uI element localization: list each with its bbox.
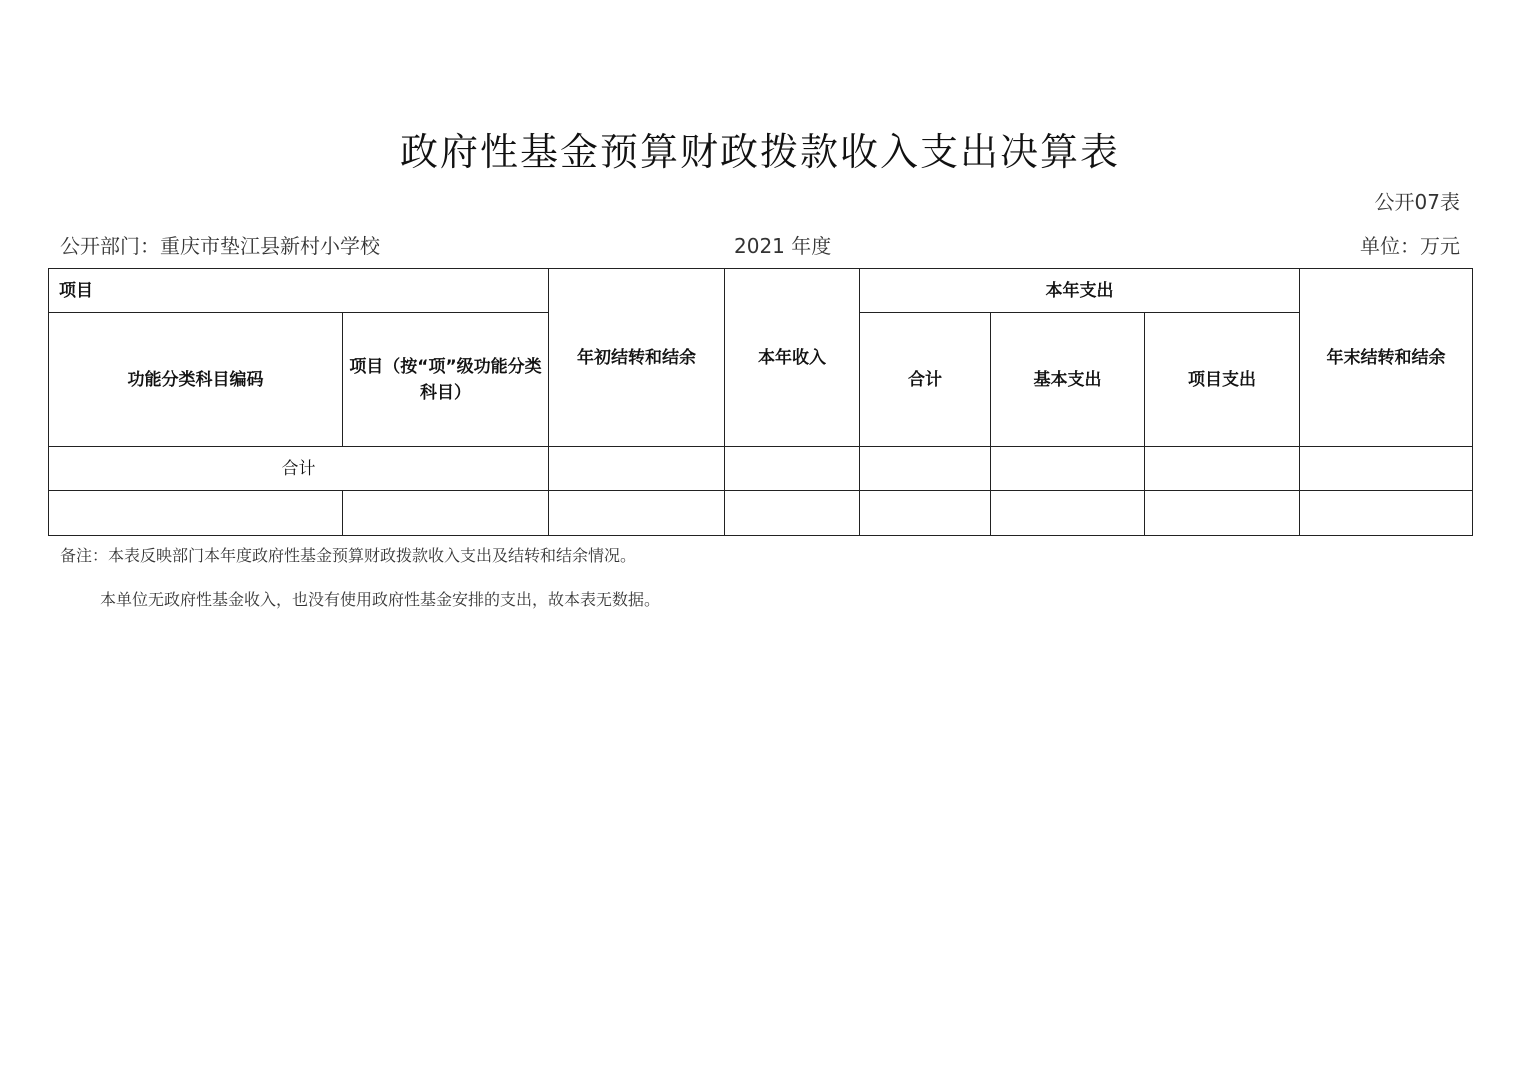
header-func-item: 项目（按“项”级功能分类科目） [343, 313, 549, 447]
header-project: 项目 [49, 269, 549, 313]
row-end-balance-cell [1300, 491, 1473, 536]
header-expense-total: 合计 [860, 313, 991, 447]
form-number: 公开07表 [1374, 190, 1460, 214]
header-project-expense: 项目支出 [1145, 313, 1300, 447]
row-item-cell [343, 491, 549, 536]
header-func-code: 功能分类科目编码 [49, 313, 343, 447]
meta-row [60, 231, 1460, 261]
budget-table [48, 268, 1473, 536]
remark-note: 备注：本表反映部门本年度政府性基金预算财政拨款收入支出及结转和结余情况。 [60, 546, 637, 565]
total-expense [860, 447, 991, 491]
total-basic-expense [991, 447, 1145, 491]
header-basic-expense: 基本支出 [991, 313, 1145, 447]
row-code-cell [49, 491, 343, 536]
page-title: 政府性基金预算财政拨款收入支出决算表 [399, 130, 1120, 174]
header-expense: 本年支出 [860, 269, 1300, 313]
unit-label: 单位：万元 [1360, 234, 1460, 258]
row-income-cell [725, 491, 860, 536]
header-end-balance: 年末结转和结余 [1300, 269, 1473, 447]
total-end-balance [1300, 447, 1473, 491]
header-row-1 [49, 269, 1473, 313]
total-row [49, 447, 1473, 491]
fiscal-year-label: 2021 年度 [734, 234, 832, 258]
row-basic-expense-cell [991, 491, 1145, 536]
total-income [725, 447, 860, 491]
header-income: 本年收入 [725, 269, 860, 447]
total-label: 合计 [49, 447, 549, 491]
total-begin-balance [549, 447, 725, 491]
header-begin-balance: 年初结转和结余 [549, 269, 725, 447]
row-project-expense-cell [1145, 491, 1300, 536]
row-begin-balance-cell [549, 491, 725, 536]
department-label: 公开部门：重庆市垫江县新村小学校 [60, 234, 380, 258]
no-data-statement: 本单位无政府性基金收入，也没有使用政府性基金安排的支出，故本表无数据。 [100, 590, 661, 609]
total-project-expense [1145, 447, 1300, 491]
row-expense-total-cell [860, 491, 991, 536]
table-row [49, 491, 1473, 536]
